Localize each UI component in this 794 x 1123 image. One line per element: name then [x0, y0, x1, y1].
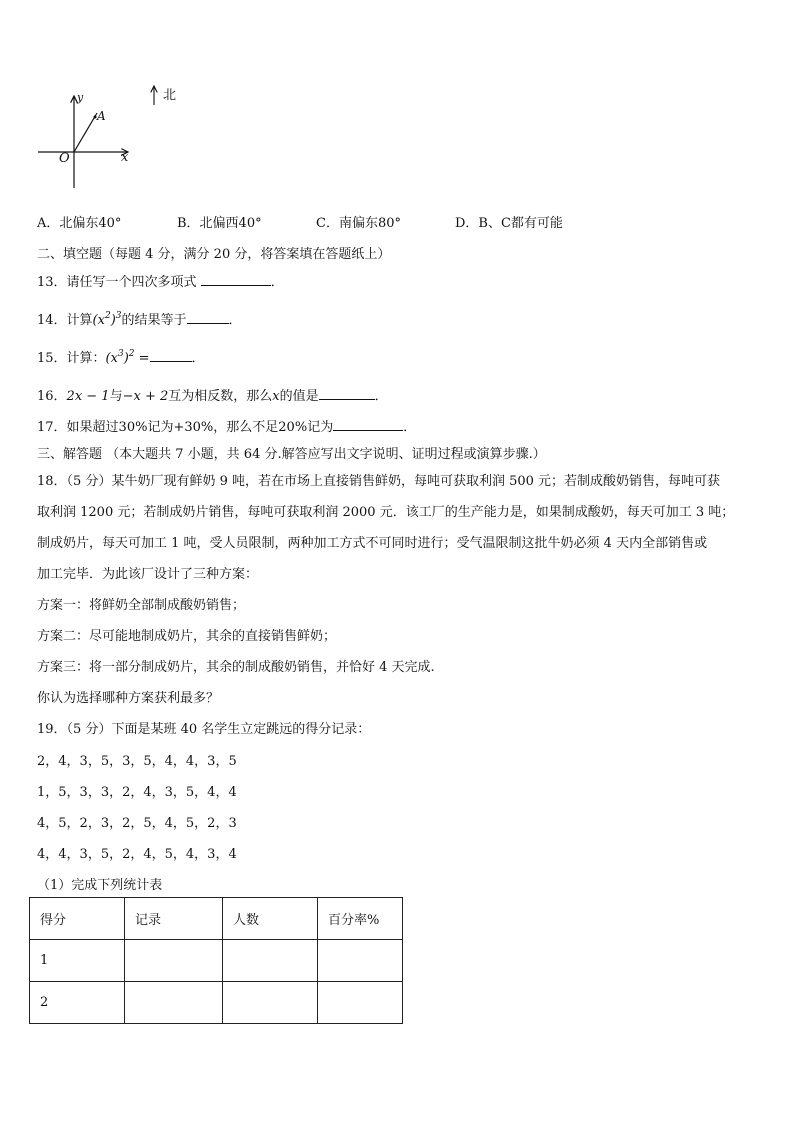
point-a-label: A	[97, 109, 106, 123]
table-row	[30, 982, 403, 1024]
cell-score: 1	[30, 940, 125, 982]
table-row	[30, 940, 403, 982]
question-15-prefix: 15．计算：	[37, 351, 106, 366]
north-label: 北	[163, 88, 177, 103]
axis-y-label: y	[77, 91, 84, 104]
question-18-line-2: 取利润 1200 元；若制成奶片销售，每吨可获取利润 2000 元．该工厂的生产能力是，如果制成酸奶，每天可加工 3 吨；	[37, 505, 735, 520]
sub-question-1: （1）完成下列统计表	[37, 878, 163, 893]
question-18-line-3: 制成奶片，每天可加工 1 吨，受人员限制，两种加工方式不可同时进行；受气温限制这批牛奶必须 4 天内全部销售或	[37, 536, 708, 551]
question-15: 15．计算：$(x^3)^2$ = ．	[37, 349, 205, 366]
percent-1: 30%	[118, 420, 148, 435]
question-14-suffix: 的结果等于	[121, 313, 187, 328]
cell-percent[interactable]	[318, 940, 403, 982]
question-17-mid1: 记为	[147, 420, 174, 435]
ray-oa	[74, 113, 97, 152]
table-header-row	[30, 898, 403, 940]
score-row-3: 4，5，2，3，2，5，4，5，2，3	[37, 816, 237, 831]
option-a: A．北偏东40°	[37, 216, 122, 231]
question-17-prefix: 17．如果超过	[37, 420, 119, 435]
equals-sign: =	[138, 351, 150, 366]
origin-label: O	[59, 151, 70, 166]
section-heading-fill-in: 二、填空题（每题 4 分，满分 20 分，将答案填在答题纸上）	[37, 247, 391, 262]
section-heading-solutions: 三、解答题 （本大题共 7 小题，共 64 分.解答应写出文字说明、证明过程或演算步骤.）	[37, 447, 546, 462]
question-18-ask: 你认为选择哪种方案获利最多？	[37, 691, 220, 706]
answer-blank[interactable]	[201, 273, 271, 286]
question-13: 13．请任写一个四次多项式 ．	[37, 275, 284, 290]
plan-3: 方案三：将一部分制成奶片，其余的制成酸奶销售，并恰好 4 天完成.	[37, 660, 435, 675]
plan-1: 方案一：将鲜奶全部制成酸奶销售；	[37, 598, 246, 613]
question-16-mid2: 互为相反数，那么	[168, 389, 273, 404]
question-16-prefix: 16．	[37, 389, 67, 404]
axis-x-label: x	[121, 150, 129, 165]
cell-record[interactable]	[125, 940, 223, 982]
option-c: C．南偏东80°	[316, 216, 401, 231]
statistics-table	[29, 897, 403, 1024]
question-16-suffix: 的值是	[279, 389, 319, 404]
option-b: B．北偏西40°	[177, 216, 262, 231]
question-16: 16．2x − 1与−x + 2互为相反数，那么x的值是 ．	[37, 389, 388, 404]
header-record: 记录	[125, 898, 223, 940]
score-row-4: 4，4，3，5，2，4，5，4，3，4	[37, 847, 237, 862]
plan-2: 方案二：尽可能地制成奶片，其余的直接销售鲜奶；	[37, 629, 337, 644]
expression-2: −x + 2	[122, 389, 169, 404]
answer-blank[interactable]	[187, 311, 229, 324]
cell-percent[interactable]	[318, 982, 403, 1024]
answer-blank[interactable]	[150, 349, 192, 362]
expression-x2-cubed: $(x^2)^3$	[92, 311, 122, 328]
answer-blank[interactable]	[333, 418, 403, 431]
question-18-line-4: 加工完毕．为此该厂设计了三种方案：	[37, 567, 259, 582]
score-row-2: 1，5，3，3，2，4，3，5，4，4	[37, 785, 237, 800]
header-score: 得分	[30, 898, 125, 940]
option-d: D．B、C都有可能	[455, 216, 563, 231]
header-count: 人数	[223, 898, 318, 940]
answer-blank[interactable]	[319, 387, 375, 400]
question-13-text: 13．请任写一个四次多项式	[37, 275, 197, 290]
question-19-intro: 19．（5 分）下面是某班 40 名学生立定跳远的得分记录：	[37, 722, 371, 737]
cell-count[interactable]	[223, 940, 318, 982]
expression-1: 2x − 1	[66, 389, 110, 404]
expression-x3-squared: $(x^3)^2$	[105, 349, 135, 366]
question-17: 17．如果超过30%记为+30%，那么不足20%记为 ．	[37, 420, 417, 435]
question-16-mid1: 与	[109, 389, 123, 404]
header-percent: 百分率%	[318, 898, 403, 940]
question-17-suffix: 记为	[307, 420, 334, 435]
percent-2: +30%	[173, 420, 214, 435]
variable-x: x	[272, 389, 280, 404]
cell-record[interactable]	[125, 982, 223, 1024]
direction-figure	[30, 80, 180, 195]
question-14: 14．计算$(x^2)^3$的结果等于 ．	[37, 311, 242, 328]
score-row-1: 2，4，3，5，3，5，4，4，3，5	[37, 754, 237, 769]
question-17-mid2: ，那么不足	[213, 420, 279, 435]
percent-3: 20%	[278, 420, 308, 435]
question-18-line-1: 18．（5 分）某牛奶厂现有鲜奶 9 吨，若在市场上直接销售鲜奶，每吨可获取利润 500 元；若制成酸奶销售，每吨可获	[37, 474, 721, 489]
cell-score: 2	[30, 982, 125, 1024]
cell-count[interactable]	[223, 982, 318, 1024]
question-14-prefix: 14．计算	[37, 313, 93, 328]
